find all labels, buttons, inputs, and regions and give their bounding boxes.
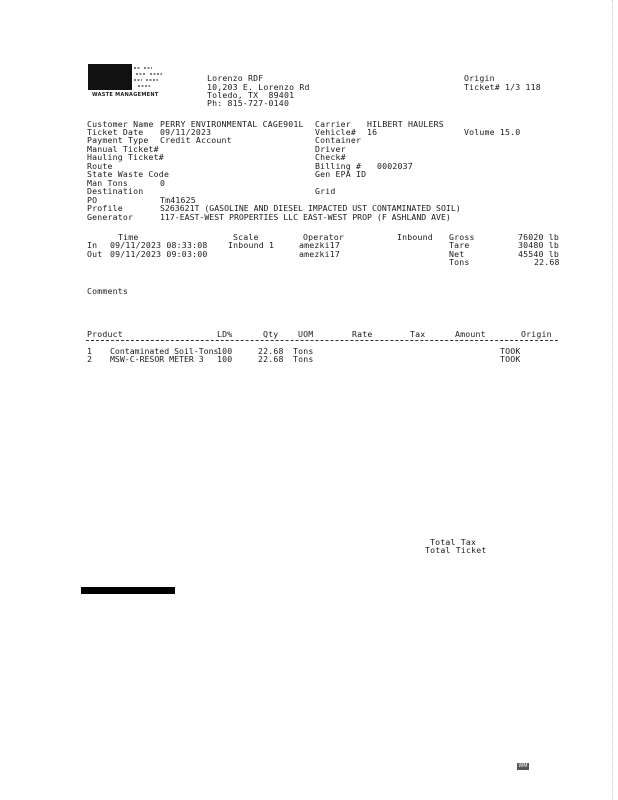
site-address: 10,203 E. Lorenzo Rd <box>207 82 310 92</box>
product-name: Contaminated Soil-Tons <box>110 346 219 356</box>
man-tons: 0 <box>160 178 166 188</box>
product-row-number: 1 <box>87 346 93 356</box>
total-ticket-label: Total Ticket <box>425 545 487 555</box>
vehicle-number: 16 <box>367 127 378 137</box>
tons-value: 22.68 <box>534 257 560 267</box>
field-label: Payment Type <box>87 135 149 145</box>
logo-text: WASTE MANAGEMENT <box>92 92 159 98</box>
field-label: PO <box>87 195 98 205</box>
product-row-number: 2 <box>87 354 93 364</box>
payment-type: Credit Account <box>160 135 232 145</box>
tare-value: 30480 lb <box>518 240 560 250</box>
product-origin: TOOK <box>500 346 521 356</box>
field-label: Generator <box>87 212 134 222</box>
field-label: Route <box>87 161 113 171</box>
col-header-inbound: Inbound <box>397 232 433 242</box>
weigh-operator: amezki17 <box>299 240 341 250</box>
col-header-uom: UOM <box>298 329 314 339</box>
product-qty: 22.68 <box>258 354 284 364</box>
product-ld: 100 <box>217 346 233 356</box>
customer-name: PERRY ENVIRONMENTAL CAGE901L <box>160 119 304 129</box>
col-header-scale: Scale <box>233 232 259 242</box>
col-header-operator: Operator <box>303 232 345 242</box>
site-phone: Ph: 815-727-0140 <box>207 98 290 108</box>
field-label: Ticket Date <box>87 127 144 137</box>
field-label: Carrier <box>315 119 351 129</box>
gross-value: 76020 lb <box>518 232 560 242</box>
col-header-amount: Amount <box>455 329 486 339</box>
volume: Volume 15.0 <box>464 127 521 137</box>
ticket-date: 09/11/2023 <box>160 127 212 137</box>
profile: S263621T (GASOLINE AND DIESEL IMPACTED UST CONTAMINATED SOIL) <box>160 203 461 213</box>
wm-logo-icon <box>132 64 166 90</box>
comments-label: Comments <box>87 286 129 296</box>
origin-label: Origin <box>464 73 495 83</box>
col-header-origin: Origin <box>521 329 552 339</box>
field-label: Customer Name <box>87 119 154 129</box>
product-qty: 22.68 <box>258 346 284 356</box>
field-label: Hauling Ticket# <box>87 152 164 162</box>
gross-label: Gross <box>449 232 475 242</box>
field-label: State Waste Code <box>87 169 170 179</box>
col-header-rate: Rate <box>352 329 373 339</box>
page-edge-scan-line <box>612 0 614 800</box>
tare-label: Tare <box>449 240 470 250</box>
col-header-product: Product <box>87 329 123 339</box>
redaction-bar <box>81 587 175 594</box>
carrier: HILBERT HAULERS <box>367 119 444 129</box>
field-label: Driver <box>315 144 346 154</box>
po-number: Tm41625 <box>160 195 196 205</box>
weigh-direction: In <box>87 240 98 250</box>
field-label: Profile <box>87 203 123 213</box>
weigh-scale: Inbound 1 <box>228 240 275 250</box>
weigh-time: 09/11/2023 08:33:08 <box>110 240 208 250</box>
product-origin: TOOK <box>500 354 521 364</box>
weigh-direction: Out <box>87 249 103 259</box>
site-city: Toledo, TX 89401 <box>207 90 295 100</box>
ticket-number: Ticket# 1/3 118 <box>464 82 541 92</box>
generator: 117-EAST-WEST PROPERTIES LLC EAST-WEST PROP (F ASHLAND AVE) <box>160 212 451 222</box>
field-label: Gen EPA ID <box>315 169 367 179</box>
billing-number: 0002037 <box>377 161 413 171</box>
wm-logo-block <box>88 64 132 90</box>
product-uom: Tons <box>293 346 314 356</box>
tons-label: Tons <box>449 257 470 267</box>
field-label: Vehicle# <box>315 127 357 137</box>
net-label: Net <box>449 249 465 259</box>
product-ld: 100 <box>217 354 233 364</box>
site-name: Lorenzo RDF <box>207 73 264 83</box>
footer-stamp: WM <box>518 763 528 769</box>
weigh-operator: amezki17 <box>299 249 341 259</box>
field-label: Man Tons <box>87 178 129 188</box>
col-header-time: Time <box>118 232 139 242</box>
field-label: Check# <box>315 152 346 162</box>
col-header-qty: Qty <box>263 329 279 339</box>
product-name: MSW-C-RESOR METER 3 <box>110 354 204 364</box>
field-label: Container <box>315 135 362 145</box>
field-label: Grid <box>315 186 336 196</box>
field-label: Destination <box>87 186 144 196</box>
product-uom: Tons <box>293 354 314 364</box>
col-header-tax: Tax <box>410 329 426 339</box>
field-label: Billing # <box>315 161 362 171</box>
net-value: 45540 lb <box>518 249 560 259</box>
col-header-ld: LD% <box>217 329 233 339</box>
field-label: Manual Ticket# <box>87 144 159 154</box>
weigh-time: 09/11/2023 09:03:00 <box>110 249 208 259</box>
table-divider <box>86 340 558 341</box>
total-tax-label: Total Tax <box>430 537 477 547</box>
